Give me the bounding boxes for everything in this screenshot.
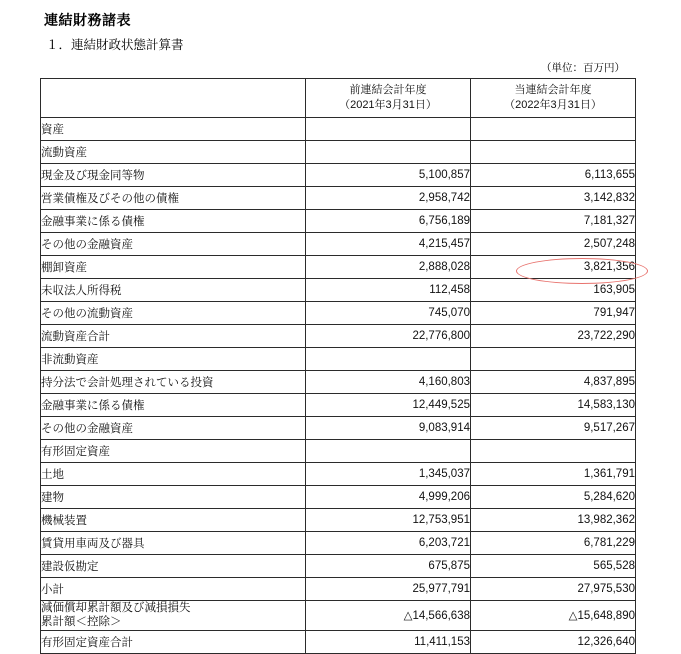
row-value-current-year bbox=[471, 118, 636, 141]
row-value-current-year: 7,181,327 bbox=[471, 210, 636, 233]
row-label: 金融事業に係る債権 bbox=[41, 210, 306, 233]
row-label bbox=[41, 601, 306, 631]
row-value-previous-year bbox=[306, 440, 471, 463]
row-label: 流動資産 bbox=[41, 141, 306, 164]
row-value-current-year: 12,326,640 bbox=[471, 630, 636, 653]
row-label: 棚卸資産 bbox=[41, 256, 306, 279]
row-label: 建物 bbox=[41, 486, 306, 509]
prev-year-line2: （2021年3月31日） bbox=[339, 99, 437, 111]
table-row bbox=[41, 532, 636, 555]
page-edge-strip bbox=[673, 0, 681, 546]
row-value-current-year: 23,722,290 bbox=[471, 325, 636, 348]
row-value-previous-year: 11,411,153 bbox=[306, 630, 471, 653]
row-value-current-year: 6,113,655 bbox=[471, 164, 636, 187]
row-value-current-year: 14,583,130 bbox=[471, 394, 636, 417]
row-value-previous-year: 1,345,037 bbox=[306, 463, 471, 486]
row-value-previous-year bbox=[306, 348, 471, 371]
row-value-previous-year: 4,215,457 bbox=[306, 233, 471, 256]
row-value-current-year: 2,507,248 bbox=[471, 233, 636, 256]
table-row bbox=[41, 187, 636, 210]
row-value-previous-year: 22,776,800 bbox=[306, 325, 471, 348]
row-label: 営業債権及びその他の債権 bbox=[41, 187, 306, 210]
table-row bbox=[41, 233, 636, 256]
row-value-previous-year: 745,070 bbox=[306, 302, 471, 325]
row-value-previous-year: 4,160,803 bbox=[306, 371, 471, 394]
row-value-previous-year: △14,566,638 bbox=[306, 601, 471, 631]
row-value-previous-year: 2,888,028 bbox=[306, 256, 471, 279]
table-header bbox=[41, 79, 636, 118]
row-value-current-year: 163,905 bbox=[471, 279, 636, 302]
table-row bbox=[41, 118, 636, 141]
row-value-previous-year: 9,083,914 bbox=[306, 417, 471, 440]
row-label-line: 累計額＜控除＞ bbox=[41, 616, 122, 629]
row-label: 有形固定資産合計 bbox=[41, 630, 306, 653]
column-header-label bbox=[41, 79, 306, 118]
table-row bbox=[41, 440, 636, 463]
unit-note: （単位：百万円） bbox=[541, 62, 625, 74]
section-title: １．連結財政状態計算書 bbox=[46, 38, 184, 52]
row-value-current-year: 5,284,620 bbox=[471, 486, 636, 509]
page-title: 連結財務諸表 bbox=[44, 12, 131, 28]
row-value-previous-year: 6,203,721 bbox=[306, 532, 471, 555]
row-value-previous-year: 6,756,189 bbox=[306, 210, 471, 233]
row-value-current-year: 3,142,832 bbox=[471, 187, 636, 210]
row-label: その他の流動資産 bbox=[41, 302, 306, 325]
row-label: 現金及び現金同等物 bbox=[41, 164, 306, 187]
row-value-previous-year: 25,977,791 bbox=[306, 578, 471, 601]
curr-year-line2: （2022年3月31日） bbox=[504, 99, 602, 111]
row-value-previous-year: 5,100,857 bbox=[306, 164, 471, 187]
table-body bbox=[41, 118, 636, 654]
table-row bbox=[41, 509, 636, 532]
row-value-current-year bbox=[471, 141, 636, 164]
table-row bbox=[41, 279, 636, 302]
table-row bbox=[41, 555, 636, 578]
row-label: 持分法で会計処理されている投資 bbox=[41, 371, 306, 394]
row-value-previous-year: 675,875 bbox=[306, 555, 471, 578]
table-row bbox=[41, 463, 636, 486]
row-value-previous-year: 12,753,951 bbox=[306, 509, 471, 532]
table-row bbox=[41, 348, 636, 371]
table-row bbox=[41, 325, 636, 348]
prev-year-line1: 前連結会計年度 bbox=[349, 84, 427, 97]
row-label: 資産 bbox=[41, 118, 306, 141]
row-label: 土地 bbox=[41, 463, 306, 486]
table-row bbox=[41, 371, 636, 394]
table-row bbox=[41, 486, 636, 509]
column-header-current-year bbox=[471, 79, 636, 118]
row-value-current-year bbox=[471, 440, 636, 463]
row-label: 金融事業に係る債権 bbox=[41, 394, 306, 417]
row-label: 有形固定資産 bbox=[41, 440, 306, 463]
row-value-previous-year: 112,458 bbox=[306, 279, 471, 302]
row-label: 賃貸用車両及び器具 bbox=[41, 532, 306, 555]
table-row bbox=[41, 141, 636, 164]
row-label: 非流動資産 bbox=[41, 348, 306, 371]
row-value-previous-year: 4,999,206 bbox=[306, 486, 471, 509]
table-row bbox=[41, 601, 636, 631]
row-label: 流動資産合計 bbox=[41, 325, 306, 348]
row-value-current-year: 791,947 bbox=[471, 302, 636, 325]
row-value-current-year: 3,821,356 bbox=[471, 256, 636, 279]
row-value-current-year: 13,982,362 bbox=[471, 509, 636, 532]
row-value-current-year: 1,361,791 bbox=[471, 463, 636, 486]
table-row bbox=[41, 210, 636, 233]
row-value-current-year: 9,517,267 bbox=[471, 417, 636, 440]
column-header-previous-year bbox=[306, 79, 471, 118]
table-row bbox=[41, 417, 636, 440]
row-value-current-year: 6,781,229 bbox=[471, 532, 636, 555]
row-label: 建設仮勘定 bbox=[41, 555, 306, 578]
row-value-current-year: 565,528 bbox=[471, 555, 636, 578]
table-row bbox=[41, 578, 636, 601]
table-row bbox=[41, 630, 636, 653]
row-value-current-year bbox=[471, 348, 636, 371]
row-value-current-year: △15,648,890 bbox=[471, 601, 636, 631]
row-label: その他の金融資産 bbox=[41, 417, 306, 440]
curr-year-line1: 当連結会計年度 bbox=[514, 84, 592, 97]
row-label-line: 減価償却累計額及び減損損失 bbox=[41, 602, 191, 614]
table-row bbox=[41, 394, 636, 417]
financial-statement-table bbox=[40, 78, 636, 654]
row-value-previous-year bbox=[306, 141, 471, 164]
row-value-current-year: 4,837,895 bbox=[471, 371, 636, 394]
row-value-previous-year: 2,958,742 bbox=[306, 187, 471, 210]
row-label: その他の金融資産 bbox=[41, 233, 306, 256]
row-value-previous-year: 12,449,525 bbox=[306, 394, 471, 417]
row-label: 機械装置 bbox=[41, 509, 306, 532]
row-value-previous-year bbox=[306, 118, 471, 141]
table-row bbox=[41, 164, 636, 187]
row-label: 未収法人所得税 bbox=[41, 279, 306, 302]
row-label: 小計 bbox=[41, 578, 306, 601]
table-row bbox=[41, 256, 636, 279]
row-value-current-year: 27,975,530 bbox=[471, 578, 636, 601]
table-row bbox=[41, 302, 636, 325]
